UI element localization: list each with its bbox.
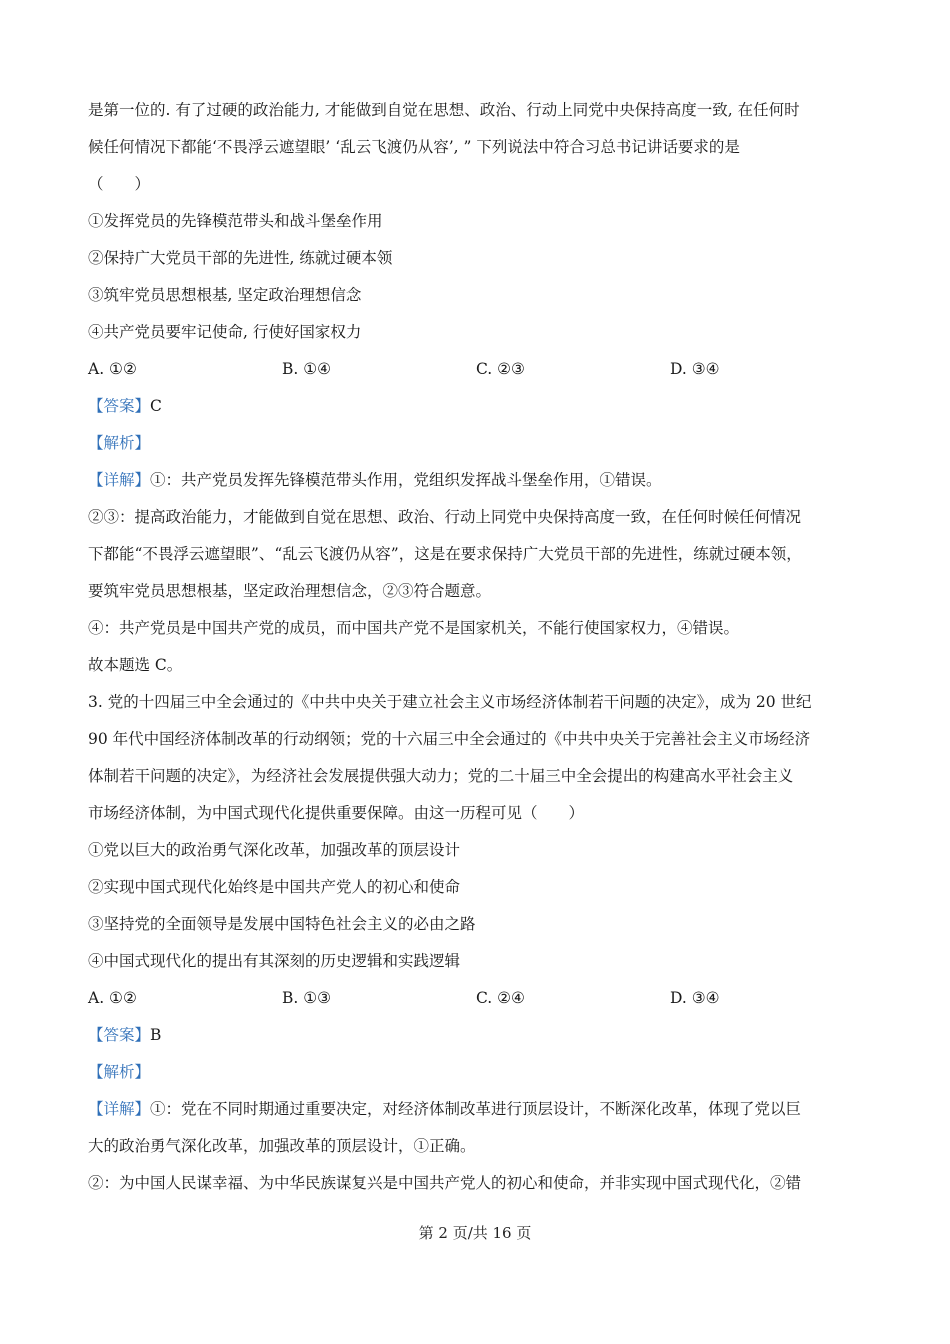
q3-answer-line (88, 1017, 866, 1054)
q2-item-3: ③筑牢党员思想根基, 坚定政治理想信念 (88, 286, 362, 304)
q3-detail-text: ①：党在不同时期通过重要决定，对经济体制改革进行顶层设计，不断深化改革，体现了党以巨 (150, 1100, 802, 1118)
q2-item-4: ④共产党员要牢记使命, 行使好国家权力 (88, 323, 362, 341)
q2-conclusion: 故本题选 C。 (88, 656, 183, 674)
q2-stem-line: 是第一位的. 有了过硬的政治能力, 才能做到自觉在思想、政治、行动上同党中央保持高度一致, 在任何时 (88, 101, 800, 119)
q3-answer-tag: 【答案】 (88, 1026, 151, 1044)
q2-answer-tag: 【答案】 (88, 397, 151, 415)
q2-detail-tag: 【详解】 (88, 471, 151, 489)
q2-stem-line: （ ） (88, 175, 151, 193)
q2-options (88, 351, 866, 388)
q3-analysis-line (88, 1054, 866, 1091)
q2-option-b: B. ①④ (282, 360, 332, 378)
page-footer: 第 2 页/共 16 页 (418, 1224, 532, 1242)
q3-item-3: ③坚持党的全面领导是发展中国特色社会主义的必由之路 (88, 915, 476, 933)
q2-detail-text: ①：共产党员发挥先锋模范带头作用，党组织发挥战斗堡垒作用，①错误。 (150, 471, 662, 489)
q2-answer-line (88, 388, 866, 425)
q3-detail-line: 大的政治勇气深化改革，加强改革的顶层设计，①正确。 (88, 1137, 476, 1155)
q2-option-d: D. ③④ (670, 360, 720, 378)
q3-detail-tag: 【详解】 (88, 1100, 151, 1118)
q2-detail-line: 下都能“不畏浮云遮望眼”、“乱云飞渡仍从容”，这是在要求保持广大党员干部的先进性，练就过硬本领， (88, 545, 802, 563)
q3-stem-line: 3. 党的十四届三中全会通过的《中共中央关于建立社会主义市场经济体制若干问题的决定》，成为 20 世纪 (88, 693, 812, 711)
page-content (88, 92, 866, 1202)
q2-answer-value: C (150, 397, 162, 415)
q2-detail-line: 要筑牢党员思想根基，坚定政治理想信念，②③符合题意。 (88, 582, 492, 600)
q2-detail-line: ②③：提高政治能力，才能做到自觉在思想、政治、行动上同党中央保持高度一致，在任何时候任何情况 (88, 508, 802, 526)
question-2 (88, 92, 866, 684)
q3-item-4: ④中国式现代化的提出有其深刻的历史逻辑和实践逻辑 (88, 952, 461, 970)
q2-stem-line: 候任何情况下都能‘不畏浮云遮望眼’ ‘乱云飞渡仍从容’, ” 下列说法中符合习总书记讲话要求的是 (88, 138, 740, 156)
q3-stem-line: 体制若干问题的决定》，为经济社会发展提供强大动力；党的二十届三中全会提出的构建高水平社会主义 (88, 767, 794, 785)
q3-option-d: D. ③④ (670, 989, 720, 1007)
q3-item-1: ①党以巨大的政治勇气深化改革，加强改革的顶层设计 (88, 841, 461, 859)
q2-option-c: C. ②③ (476, 360, 525, 378)
q3-analysis-tag: 【解析】 (88, 1063, 151, 1081)
q2-item-2: ②保持广大党员干部的先进性, 练就过硬本领 (88, 249, 393, 267)
q3-detail-line: ②：为中国人民谋幸福、为中华民族谋复兴是中国共产党人的初心和使命，并非实现中国式现代化，②错 (88, 1174, 802, 1192)
q2-detail-line: ④：共产党员是中国共产党的成员，而中国共产党不是国家机关，不能行使国家权力，④错误。 (88, 619, 740, 637)
q3-detail-line (88, 1091, 866, 1128)
q3-option-a: A. ①② (88, 989, 137, 1007)
q2-analysis-line (88, 425, 866, 462)
q2-analysis-tag: 【解析】 (88, 434, 151, 452)
q3-stem-line: 市场经济体制，为中国式现代化提供重要保障。由这一历程可见（ ） (88, 804, 585, 822)
q2-option-a: A. ①② (88, 360, 137, 378)
q3-options (88, 980, 866, 1017)
q2-item-1: ①发挥党员的先锋模范带头和战斗堡垒作用 (88, 212, 383, 230)
q3-item-2: ②实现中国式现代化始终是中国共产党人的初心和使命 (88, 878, 461, 896)
question-3 (88, 684, 866, 1202)
q3-stem-line: 90 年代中国经济体制改革的行动纲领；党的十六届三中全会通过的《中共中央关于完善社会主义市场经济 (88, 730, 811, 748)
q3-option-c: C. ②④ (476, 989, 525, 1007)
q3-answer-value: B (150, 1026, 162, 1044)
q3-option-b: B. ①③ (282, 989, 332, 1007)
q2-detail-line (88, 462, 866, 499)
